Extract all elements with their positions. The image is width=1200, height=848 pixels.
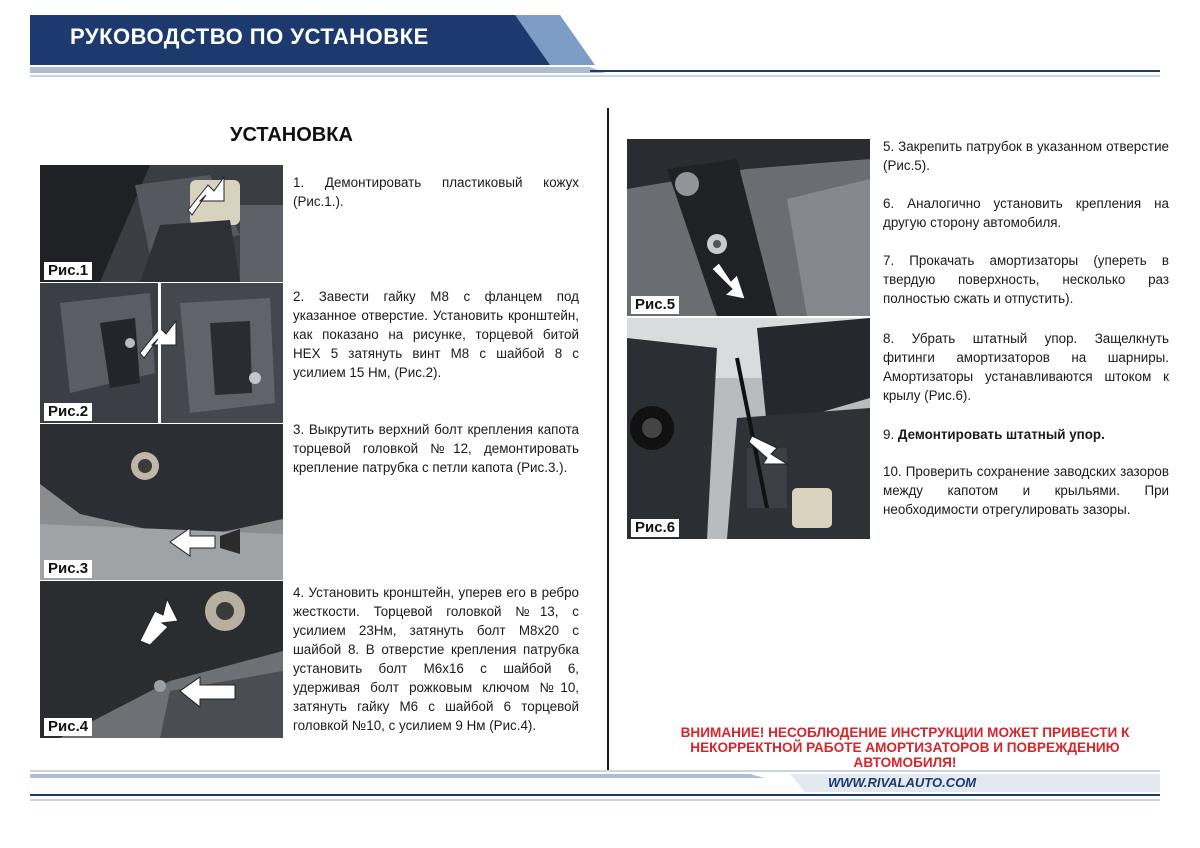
figure-2-photo <box>40 283 283 423</box>
step-9 <box>883 425 1169 444</box>
section-title: УСТАНОВКА <box>230 124 353 146</box>
warning-line-2: НЕКОРРЕКТНОЙ РАБОТЕ АМОРТИЗАТОРОВ И ПОВРЕЖДЕНИЮ <box>690 740 1120 755</box>
figure-3-photo <box>40 424 283 580</box>
figure-4-photo <box>40 581 283 738</box>
step-8: 8. Убрать штатный упор. Защелкнуть фитинги амортизаторов на шарниры. Амортизаторы устанавливаются штоком к крылу (Рис.6). <box>883 331 1169 403</box>
step-7: 7. Прокачать амортизаторы (упереть в твердую поверхность, несколько раз полностью сжать и отпустить). <box>883 253 1169 306</box>
footer-banner <box>30 768 1160 808</box>
figure-3-label: Рис.3 <box>44 560 92 578</box>
footer-website-link[interactable]: WWW.RIVALAUTO.COM <box>828 775 977 790</box>
step-6: 6. Аналогично установить крепления на другую сторону автомобиля. <box>883 196 1169 230</box>
step-9-number: 9. <box>883 427 898 442</box>
step-5: 5. Закрепить патрубок в указанном отверстие (Рис.5). <box>883 139 1169 173</box>
step-9-text: Демонтировать штатный упор. <box>897 427 1105 442</box>
figure-2-label: Рис.2 <box>44 403 92 421</box>
step-10: 10. Проверить сохранение заводских зазоров между капотом и крыльями. При необходимости отрегулировать зазоры. <box>883 464 1169 517</box>
column-divider <box>607 108 609 770</box>
figure-1-label: Рис.1 <box>44 262 92 280</box>
figure-5-photo <box>627 139 870 316</box>
warning-notice <box>640 725 1170 770</box>
figure-4-label: Рис.4 <box>44 718 92 736</box>
step-1: 1. Демонтировать пластиковый кожух (Рис.1.). <box>293 175 579 209</box>
step-3: 3. Выкрутить верхний болт крепления капота торцевой головкой №12, демонтировать крепление патрубка с петли капота (Рис.3.). <box>293 422 579 475</box>
step-2: 2. Завести гайку М8 с фланцем под указанное отверстие. Установить кронштейн, как показано на рисунке, торцевой битой HEX 5 затянуть винт М8 с шайбой 8 с усилием 15 Нм, (Рис.2). <box>293 289 579 380</box>
figure-1-photo <box>40 165 283 282</box>
figure-5-label: Рис.5 <box>631 296 679 314</box>
step-4: 4. Установить кронштейн, уперев его в ребро жесткости. Торцевой головкой №13, с усилием 23Нм, затянуть болт М8х20 с шайбой 8. В отверстие крепления патрубка установить болт М6х16 с шайбой 6, удерживая болт рожковым ключом №10, затянуть гайку М6 с шайбой 6 торцевой головкой №10, с усилием 9 Нм (Рис.4). <box>293 585 579 733</box>
warning-line-1: ВНИМАНИЕ! НЕСОБЛЮДЕНИЕ ИНСТРУКЦИИ МОЖЕТ ПРИВЕСТИ К <box>680 725 1130 740</box>
page-title: РУКОВОДСТВО ПО УСТАНОВКЕ <box>70 24 429 49</box>
figure-6-label: Рис.6 <box>631 519 679 537</box>
warning-line-3: АВТОМОБИЛЯ! <box>853 755 957 770</box>
figure-6-photo <box>627 318 870 539</box>
